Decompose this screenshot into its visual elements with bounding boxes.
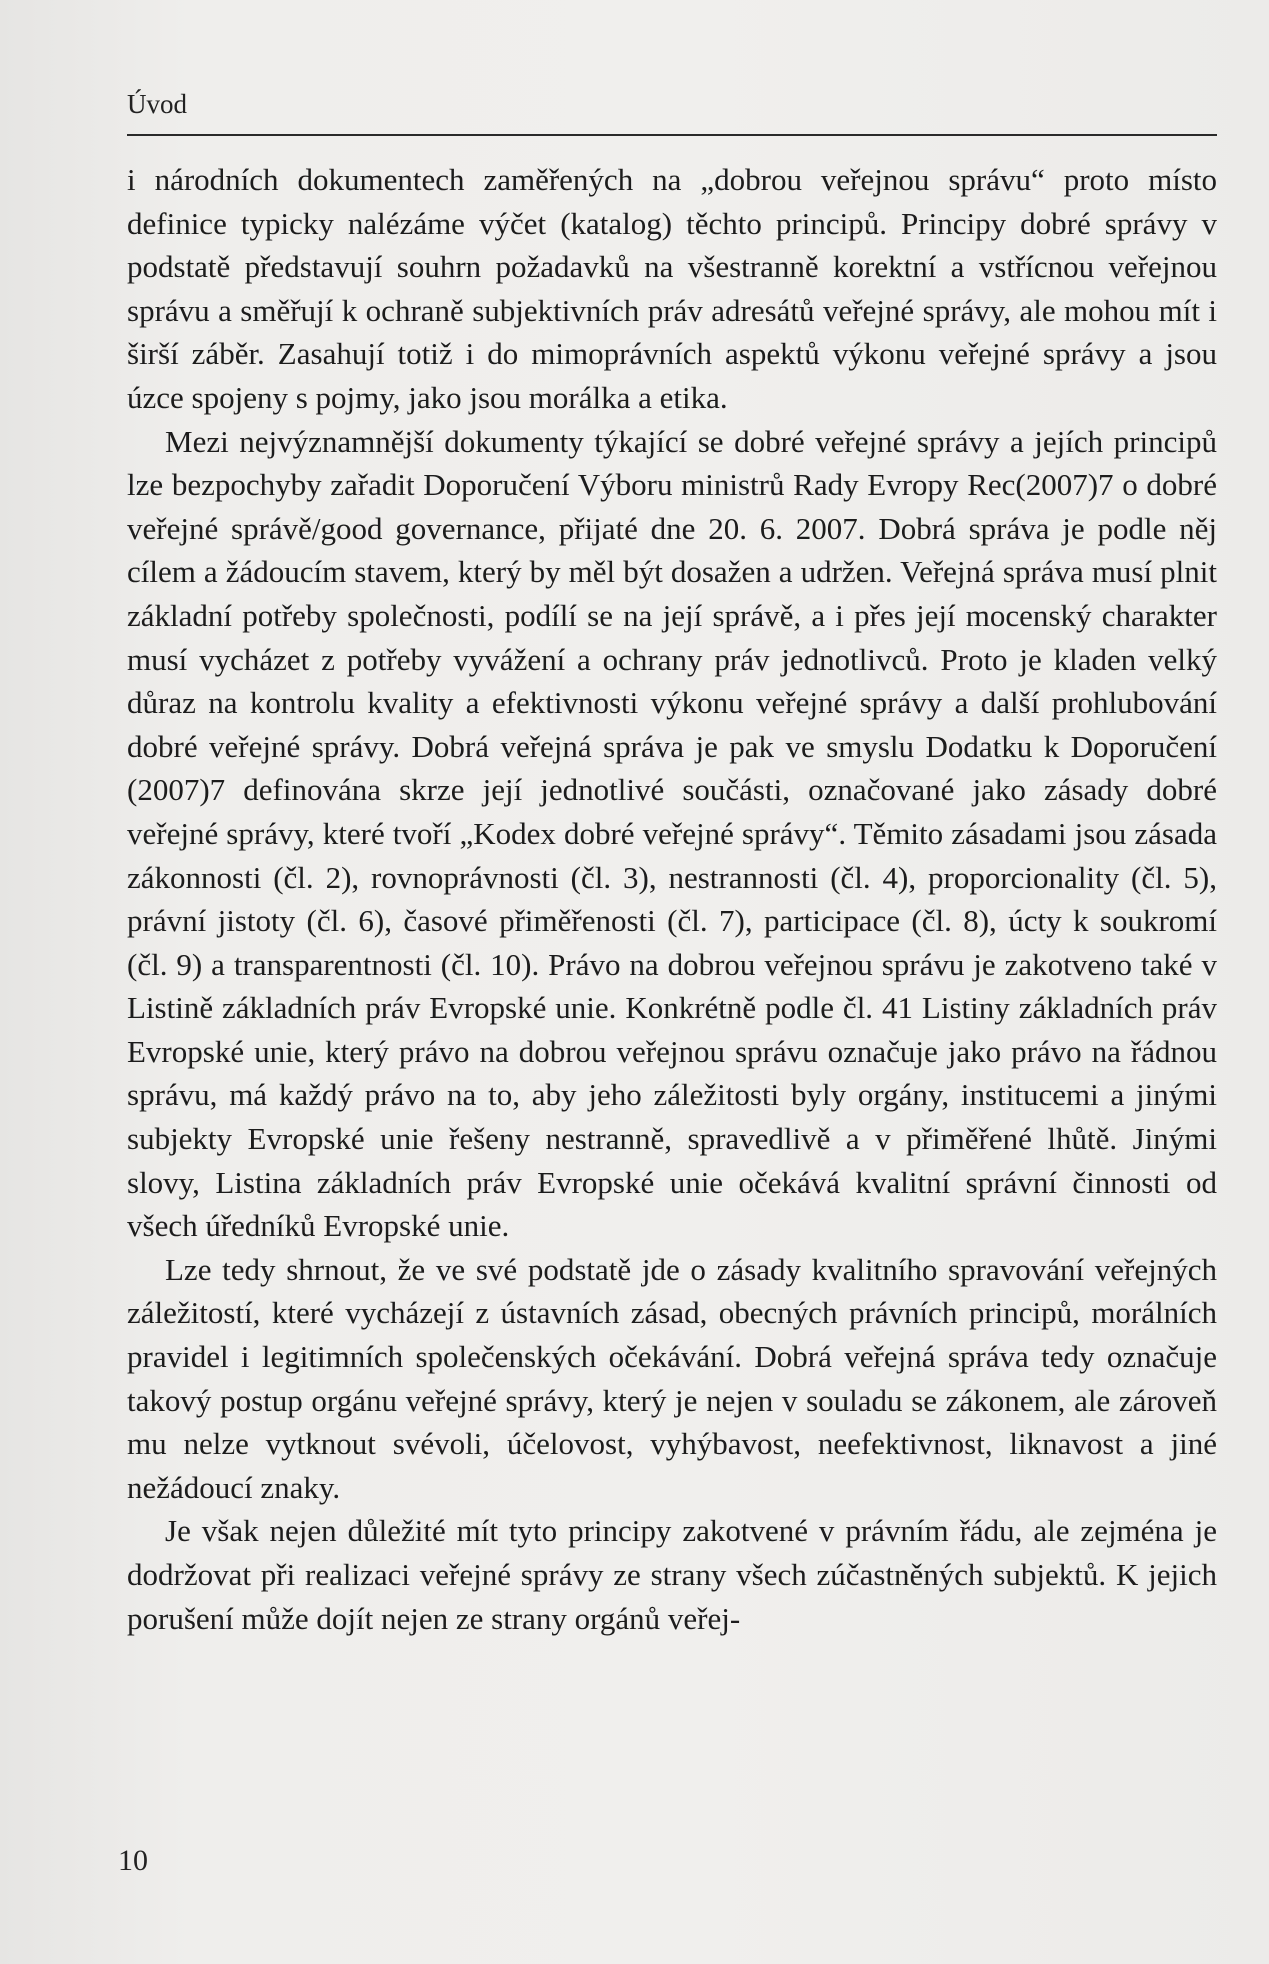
page-number: 10 xyxy=(118,1844,148,1877)
paragraph-2: Mezi nejvýznamnější dokumenty týkající se dobré veřejné správy a jejích principů lze bezpochyby zařadit Doporučení Výboru ministrů Rady Evropy Rec(2007)7 o dobré veřejné správě/good governance, přijaté dne 20. 6. 2007. Dobrá správa je podle něj cílem a žádoucím stavem, který by měl být dosažen a udržen. Veřejná správa musí plnit základní potřeby společnosti, podílí se na její správě, a i přes její mocenský charakter musí vycházet z potřeby vyvážení a ochrany práv jednotlivců. Proto je kladen velký důraz na kontrolu kvality a efektivnosti výkonu veřejné správy a další prohlubování dobré veřejné správy. Dobrá veřejná správa je pak ve smyslu Dodatku k Doporučení (2007)7 definována skrze její jednotlivé součásti, označované jako zásady dobré veřejné správy, které tvoří „Kodex dobré veřejné správy“. Těmito zásadami jsou zásada zákonnosti (čl. 2), rovnoprávnosti (čl. 3), nestrannosti (čl. 4), proporcionality (čl. 5), právní jistoty (čl. 6), časové přiměřenosti (čl. 7), participace (čl. 8), úcty k soukromí (čl. 9) a transparentnosti (čl. 10). Právo na dobrou veřejnou správu je zakotveno také v Listině základních práv Evropské unie. Konkrétně podle čl. 41 Listiny základních práv Evropské unie, který právo na dobrou veřejnou správu označuje jako právo na řádnou správu, má každý právo na to, aby jeho záležitosti byly orgány, institucemi a jinými subjekty Evropské unie řešeny nestranně, spravedlivě a v přiměřené lhůtě. Jinými slovy, Listina základních práv Evropské unie očekává kvalitní správní činnosti od všech úředníků Evropské unie. xyxy=(127,423,1217,1244)
paragraph-3: Lze tedy shrnout, že ve své podstatě jde o zásady kvalitního spravování veřejných záležitostí, které vycházejí z ústavních zásad, obecných právních principů, morálních pravidel i legitimních společenských očekávání. Dobrá veřejná správa tedy označuje takový postup orgánu veřejné správy, který je nejen v souladu se zákonem, ale zároveň mu nelze vytknout svévoli, účelovost, vyhýbavost, neefektivnost, liknavost a jiné nežádoucí znaky. xyxy=(127,1251,1217,1505)
body-text xyxy=(127,158,1217,1640)
paragraph-1: i národních dokumentech zaměřených na „dobrou veřejnou správu“ proto místo definice typicky nalézáme výčet (katalog) těchto principů. Principy dobré správy v podstatě představují souhrn požadavků na všestranně korektní a vstřícnou veřejnou správu a směřují k ochraně subjektivních práv adresátů veřejné správy, ale mohou mít i širší záběr. Zasahují totiž i do mimoprávních aspektů výkonu veřejné správy a jsou úzce spojeny s pojmy, jako jsou morálka a etika. xyxy=(127,162,1217,415)
header-rule xyxy=(127,134,1217,136)
running-head-title: Úvod xyxy=(127,89,187,119)
paragraph-4: Je však nejen důležité mít tyto principy zakotvené v právním řádu, ale zejména je dodržovat při realizaci veřejné správy ze strany všech zúčastněných subjektů. K jejich porušení může dojít nejen ze strany orgánů veřej- xyxy=(127,1513,1217,1636)
